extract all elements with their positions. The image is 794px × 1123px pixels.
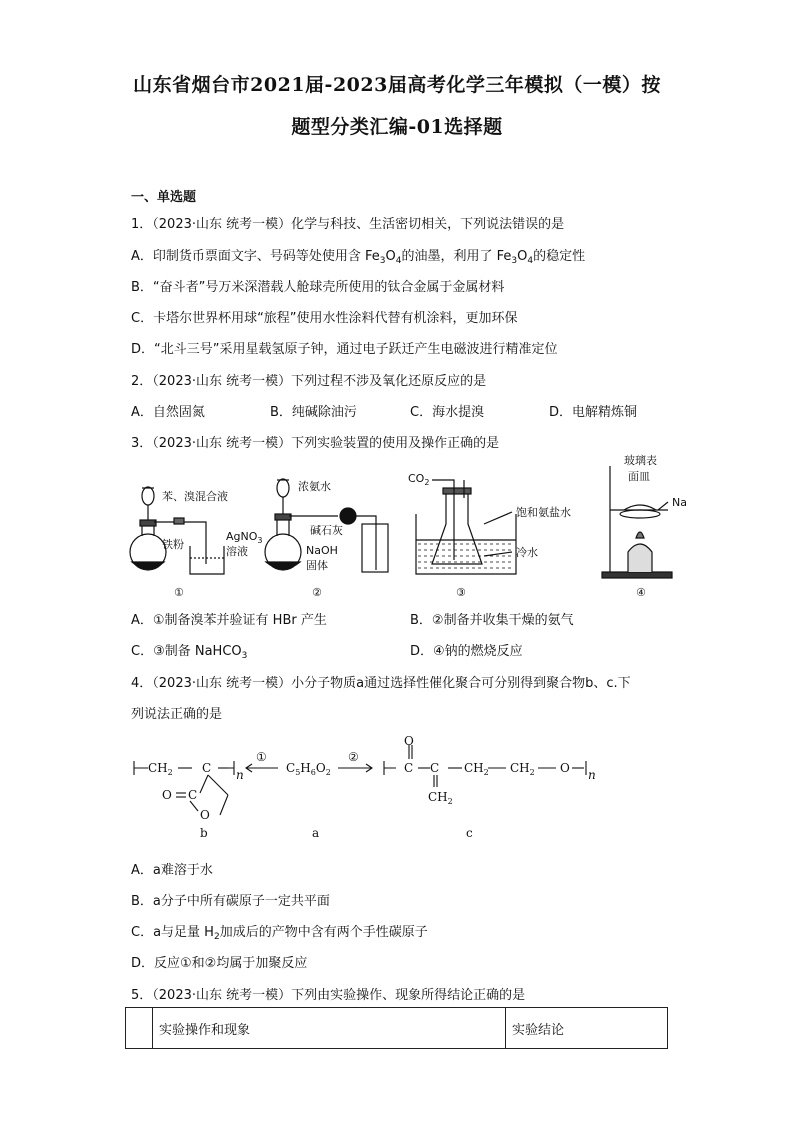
c-ch2-1: $CH_2$	[464, 761, 489, 777]
c-vinyl-c: C	[430, 761, 440, 775]
q3-option-d: D．④钠的燃烧反应	[410, 644, 523, 659]
section-heading: 一、单选题	[131, 190, 197, 205]
label-watch-glass-2: 面皿	[628, 470, 650, 483]
q2-option-a: A．自然固氮	[131, 405, 205, 420]
q1-option-c: C．卡塔尔世界杯用球“旅程”使用水性涂料代替有机涂料，更加环保	[131, 311, 518, 326]
label-conc-ammonia: 浓氨水	[298, 480, 331, 493]
c-carbonyl-c: C	[404, 761, 414, 775]
label-iron-powder: 铁粉	[162, 538, 184, 551]
q4-option-a: A．a难溶于水	[131, 863, 213, 878]
figure-number-2: ②	[312, 586, 322, 599]
label-saturated-brine: 饱和氨盐水	[516, 506, 571, 519]
q1-option-d: D．“北斗三号”采用星载氢原子钟，通过电子跃迁产生电磁波进行精准定位	[131, 342, 558, 357]
q2-option-b: B．纯碱除油污	[270, 405, 357, 420]
q2-stem: 2．（2023·山东 统考一模）下列过程不涉及氧化还原反应的是	[131, 374, 487, 389]
label-agno3: AgNO$_3$	[226, 530, 263, 545]
q3-option-c: C．③制备 NaHCO$_3$	[131, 644, 248, 661]
q2-option-c: C．海水提溴	[410, 405, 485, 420]
table-header-conclusion: 实验结论	[506, 1008, 668, 1049]
q4-option-d: D．反应①和②均属于加聚反应	[131, 956, 308, 971]
c-n: n	[588, 768, 596, 782]
b-carbonyl-o: O	[162, 788, 172, 802]
q1-option-b: B．“奋斗者”号万米深潜载人舱球壳所使用的钛合金属于金属材料	[131, 280, 505, 295]
label-cold-water: 冷水	[516, 546, 538, 559]
label-co2: $CO_2$	[408, 472, 430, 487]
q4-option-c: C．a与足量 $H_2$加成后的产物中含有两个手性碳原子	[131, 925, 428, 942]
figure-number-3: ③	[456, 586, 466, 599]
figure-number-1: ①	[174, 586, 184, 599]
step-1: ①	[256, 750, 267, 764]
q3-option-b: B．②制备并收集干燥的氨气	[410, 613, 574, 628]
c-carbonyl-o: O	[404, 735, 414, 748]
label-sodium: Na	[672, 496, 687, 509]
label-naoh: NaOH	[306, 544, 338, 557]
label-watch-glass-1: 玻璃表	[624, 454, 657, 467]
b-ring-o: O	[200, 808, 210, 822]
document-title-line1: 山东省烟台市2021届-2023届高考化学三年模拟（一模）按	[133, 74, 661, 96]
q3-stem: 3．（2023·山东 统考一模）下列实验装置的使用及操作正确的是	[131, 436, 500, 451]
polymer-c	[384, 745, 586, 787]
q5-table	[125, 1007, 668, 1049]
label-solution: 溶液	[226, 545, 248, 558]
b-ring-c: C	[188, 788, 198, 802]
q3-option-a: A．①制备溴苯并验证有 HBr 产生	[131, 613, 327, 628]
table-header-row	[126, 1008, 668, 1049]
b-n: n	[236, 768, 244, 782]
c-ether-o: O	[560, 761, 570, 775]
label-a: a	[312, 826, 320, 840]
label-c: c	[466, 826, 473, 840]
apparatus-3	[416, 480, 516, 574]
label-soda-lime: 碱石灰	[310, 524, 343, 537]
label-solid: 固体	[306, 559, 328, 572]
step-2: ②	[348, 750, 359, 764]
q4-option-b: B．a分子中所有碳原子一定共平面	[131, 894, 330, 909]
q4-stem-line1: 4．（2023·山东 统考一模）小分子物质a通过选择性催化聚合可分别得到聚合物b、c.下	[131, 676, 631, 691]
q3-apparatus-figure	[128, 452, 688, 602]
q1-option-a: A．印制货币票面文字、号码等处使用含 $Fe_3O_4$的油墨，利用了 $Fe_3O_4$的稳定性	[131, 249, 586, 266]
b-c: C	[202, 761, 212, 775]
molecule-a-formula: $C_5H_6O_2$	[286, 761, 331, 777]
table-header-operation: 实验操作和现象	[153, 1008, 506, 1049]
q4-stem-line2: 列说法正确的是	[131, 707, 223, 722]
label-b: b	[200, 826, 208, 840]
figure-number-4: ④	[636, 586, 646, 599]
c-ch2-2: $CH_2$	[510, 761, 535, 777]
label-benzene-bromine: 苯、溴混合液	[162, 490, 228, 503]
table-header-blank	[126, 1008, 153, 1049]
q2-option-d: D．电解精炼铜	[549, 405, 638, 420]
q4-reaction-scheme	[128, 735, 688, 845]
document-title-line2: 题型分类汇编-01选择题	[291, 116, 503, 138]
b-ch2: $CH_2$	[148, 761, 173, 777]
q5-stem: 5．（2023·山东 统考一模）下列由实验操作、现象所得结论正确的是	[131, 988, 526, 1003]
q1-stem: 1．（2023·山东 统考一模）化学与科技、生活密切相关，下列说法错误的是	[131, 217, 565, 232]
c-ch2-pendant: $CH_2$	[428, 790, 453, 806]
